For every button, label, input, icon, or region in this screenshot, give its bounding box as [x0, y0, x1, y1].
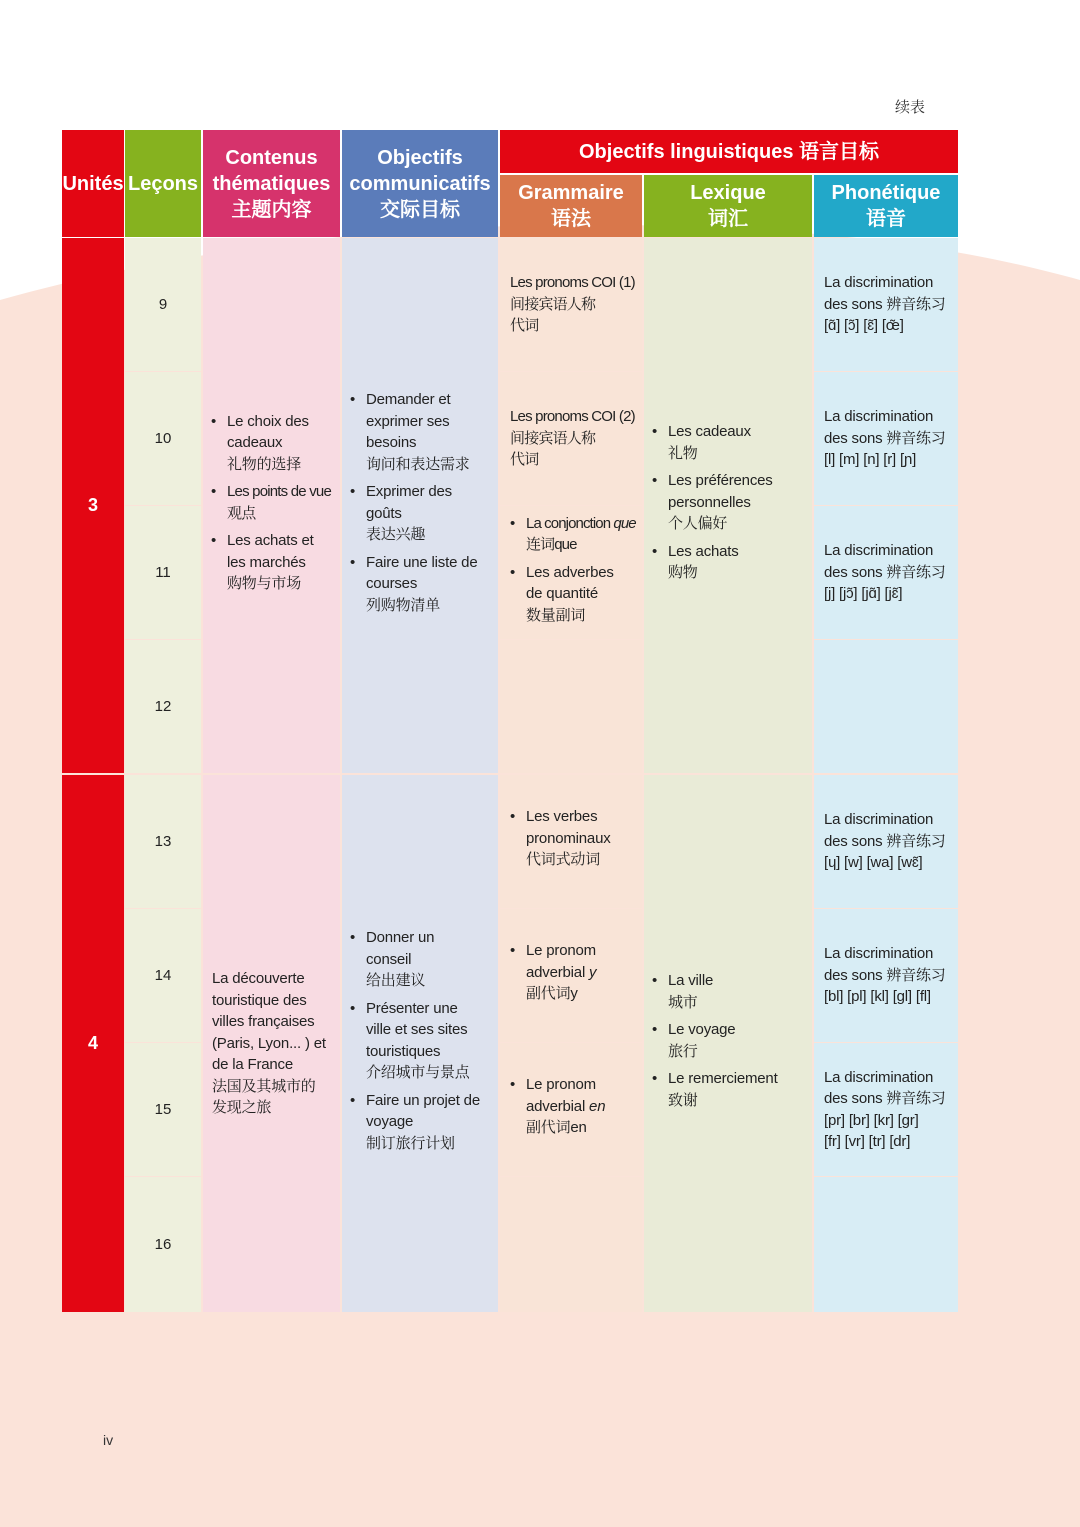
lesson-number: 14 [154, 967, 172, 984]
text-line: conseil [366, 950, 412, 968]
text-line: de quantité [526, 585, 599, 603]
text-line: • Faire un projet de [366, 1091, 480, 1109]
phonetique-cell-empty [814, 1177, 958, 1312]
lexique-item [652, 970, 808, 1013]
text-line: touristique des [212, 991, 307, 1009]
unit-3-cell [62, 238, 124, 773]
text-line: 致谢 [668, 1091, 698, 1109]
unit-4-cell [62, 775, 124, 1312]
text-line: adverbial en [526, 1097, 606, 1115]
text-line: exprimer ses [366, 412, 450, 430]
text-line: • Le remerciement [668, 1070, 778, 1087]
unit-4-contenus [203, 775, 340, 1312]
text-line: • La conjonction que [526, 514, 636, 532]
text-line: 代词式动词 [526, 851, 601, 869]
text-line: [ɥ] [w] [wa] [wɛ̃] [824, 854, 923, 872]
grammaire-cell [500, 909, 642, 1042]
grammaire-cell [500, 775, 642, 908]
text-line: 间接宾语人称 [510, 429, 596, 447]
grammaire-item [510, 806, 636, 871]
text-line: La discrimination [824, 811, 934, 829]
text-line: • Le pronom [526, 1076, 596, 1094]
header-lexique-line: Lexique [690, 182, 766, 204]
objectif-item [350, 1090, 492, 1155]
lesson-cell [125, 1177, 201, 1312]
text-line: 数量副词 [526, 606, 586, 624]
text-line: 礼物的选择 [227, 455, 302, 473]
text-line: La discrimination [824, 408, 934, 426]
text-line: 介绍城市与景点 [366, 1064, 470, 1081]
text-line: • Exprimer des [366, 483, 452, 500]
contenu-item [211, 481, 332, 524]
text-line: 副代词en [526, 1119, 587, 1137]
contenu-item [211, 530, 332, 595]
lesson-cell [125, 506, 201, 639]
grammaire-item [510, 513, 636, 556]
lexique-item [652, 470, 806, 535]
header-linguistiques [500, 130, 958, 173]
text-line: 间接宾语人称 [510, 295, 596, 313]
text-line: [ɑ̃] [ɔ̃] [ɛ̃] [œ̃] [824, 317, 904, 335]
header-grammaire-line: 语法 [551, 208, 591, 230]
header-contenus-line: Contenus [225, 146, 318, 169]
text-line: • Donner un [366, 929, 435, 946]
text-line: touristiques [366, 1042, 441, 1060]
text-line: • Le choix des [227, 412, 309, 430]
unit-number: 4 [87, 1033, 98, 1053]
text-line: • Les points de vue [227, 483, 331, 500]
unit-3-lexique [644, 238, 812, 773]
header-linguistiques-label: Objectifs linguistiques 语言目标 [578, 140, 880, 163]
text-line: des sons 辨音练习 [824, 563, 946, 581]
text-line: des sons 辨音练习 [824, 429, 946, 447]
objectif-item [350, 481, 492, 546]
phonetique-cell [814, 506, 958, 639]
text-line: 旅行 [668, 1042, 698, 1060]
lesson-number: 15 [154, 1101, 172, 1118]
phonetique-cell-empty [814, 640, 958, 773]
text-line: des sons 辨音练习 [824, 966, 946, 984]
text-line: 购物 [668, 564, 698, 582]
unit-3-contenus [203, 238, 340, 773]
text-line: • Faire une liste de [366, 553, 478, 571]
text-line: 给出建议 [366, 972, 426, 989]
text-line: 观点 [227, 504, 256, 522]
lexique-item [652, 1019, 808, 1062]
text-line: • La ville [668, 972, 714, 989]
header-lexique [644, 175, 812, 237]
header-lecons-label: Leçons [127, 172, 199, 195]
text-line: 副代词y [526, 985, 578, 1003]
page-number: iv [103, 1432, 114, 1448]
phonetique-cell [814, 372, 958, 505]
text-line: 表达兴趣 [366, 526, 426, 543]
header-phonetique-line: Phonétique [831, 182, 941, 204]
text-line: des sons 辨音练习 [824, 1090, 946, 1107]
grammaire-cell [500, 1043, 642, 1176]
text-line: des sons 辨音练习 [824, 295, 946, 313]
text-line: 列购物清单 [366, 596, 441, 614]
grammaire-cell [500, 372, 642, 505]
objectif-item [350, 927, 492, 992]
text-line: • Le voyage [668, 1021, 736, 1038]
grammaire-item [510, 1074, 636, 1139]
lesson-number: 13 [154, 833, 172, 850]
header-contenus-line: thématiques [212, 172, 331, 195]
text-line: • Les achats et [227, 532, 314, 549]
text-line: [l] [m] [n] [r] [ɲ] [824, 451, 917, 469]
text-line: La découverte [212, 970, 305, 988]
unit-3-objectifs [342, 238, 498, 773]
text-line: • Demander et [366, 391, 451, 408]
lesson-number: 10 [154, 430, 172, 447]
text-line: La discrimination [824, 1068, 934, 1086]
phonetique-cell [814, 775, 958, 908]
lesson-cell [125, 238, 201, 371]
text-line: • Présenter une [366, 999, 458, 1017]
text-line: 代词 [510, 451, 539, 469]
header-units-label: Unités [62, 172, 124, 195]
grammaire-cell-empty [500, 640, 642, 773]
text-line: Les pronoms COI (1) [510, 274, 635, 292]
text-line: courses [366, 575, 418, 592]
contenu-item [211, 411, 332, 476]
lesson-cell [125, 909, 201, 1042]
lesson-number: 16 [154, 1236, 172, 1253]
header-lecons [125, 130, 201, 237]
continued-label: 续表 [894, 99, 925, 116]
text-line: villes françaises [212, 1013, 315, 1031]
text-line: de la France [212, 1056, 293, 1074]
text-line: Les pronoms COI (2) [510, 408, 635, 426]
header-phonetique [814, 175, 958, 237]
unit-4-lexique [644, 775, 812, 1312]
text-line: ville et ses sites [366, 1021, 468, 1038]
header-lexique-line: 词汇 [708, 208, 748, 230]
grammaire-cell [500, 238, 642, 371]
objectif-item [350, 552, 492, 617]
text-line: [bl] [pl] [kl] [gl] [fl] [824, 988, 931, 1006]
header-contenus-line: 主题内容 [231, 198, 312, 221]
text-line: 法国及其城市的 [212, 1077, 316, 1095]
text-line: adverbial y [526, 963, 597, 981]
text-line: 询问和表达需求 [366, 455, 470, 473]
text-line: pronominaux [526, 829, 611, 847]
text-line: • Les préférences [668, 472, 773, 490]
text-line: 购物与市场 [227, 575, 302, 592]
text-line: des sons 辨音练习 [824, 832, 946, 850]
header-phonetique-line: 语音 [866, 208, 906, 230]
text-line: 连词que [526, 536, 577, 554]
lesson-cell [125, 640, 201, 773]
text-line: (Paris, Lyon... ) et [212, 1034, 326, 1052]
lexique-item [652, 421, 806, 464]
lesson-number: 9 [158, 296, 168, 313]
header-objectifs [342, 130, 498, 237]
objectif-item [350, 998, 492, 1084]
text-line: La discrimination [824, 274, 934, 292]
text-line: • Les cadeaux [668, 423, 751, 441]
lesson-number: 11 [155, 564, 171, 581]
grammaire-item [510, 940, 636, 1005]
unit-4-objectifs [342, 775, 498, 1312]
text-line: • Les adverbes [526, 563, 614, 581]
header-contenus [203, 130, 340, 237]
phonetique-cell [814, 1043, 958, 1176]
text-line: [fr] [vr] [tr] [dr] [824, 1133, 911, 1150]
header-grammaire-line: Grammaire [518, 182, 624, 204]
lesson-cell [125, 1043, 201, 1176]
text-line: La discrimination [824, 542, 934, 560]
text-line: 城市 [668, 993, 698, 1011]
lexique-item [652, 1068, 808, 1111]
text-line: • Les verbes [526, 808, 598, 826]
text-line: personnelles [668, 493, 751, 511]
text-line: [j] [jɔ̃] [jɑ̃] [jɛ̃] [824, 585, 903, 603]
lesson-number: 12 [154, 698, 172, 715]
lesson-cell [125, 775, 201, 908]
text-line: les marchés [227, 553, 306, 571]
text-line: cadeaux [227, 434, 283, 451]
text-line: 制订旅行计划 [366, 1134, 455, 1152]
phonetique-cell [814, 909, 958, 1042]
header-objectifs-line: Objectifs [377, 146, 463, 169]
grammaire-cell [500, 506, 642, 639]
header-grammaire [500, 175, 642, 237]
curriculum-table [62, 130, 958, 1312]
text-line: goûts [366, 504, 402, 522]
text-line: 发现之旅 [212, 1099, 272, 1117]
text-line: • Les achats [668, 542, 739, 560]
text-line: 个人偏好 [668, 515, 728, 533]
grammaire-cell-empty [500, 1177, 642, 1312]
grammaire-item [510, 562, 636, 627]
text-line: • Le pronom [526, 942, 596, 960]
lesson-cell [125, 372, 201, 505]
text-line: voyage [366, 1113, 414, 1130]
text-line: La discrimination [824, 945, 934, 963]
text-line: besoins [366, 434, 417, 451]
lexique-item [652, 541, 806, 584]
unit-number: 3 [87, 495, 98, 515]
header-units [62, 130, 124, 237]
phonetique-cell [814, 238, 958, 371]
objectif-item [350, 389, 492, 475]
text-line: [pr] [br] [kr] [gr] [824, 1111, 919, 1129]
text-line: 代词 [510, 317, 539, 335]
text-line: 礼物 [668, 444, 698, 462]
header-objectifs-line: 交际目标 [380, 198, 460, 221]
header-objectifs-line: communicatifs [349, 172, 491, 195]
